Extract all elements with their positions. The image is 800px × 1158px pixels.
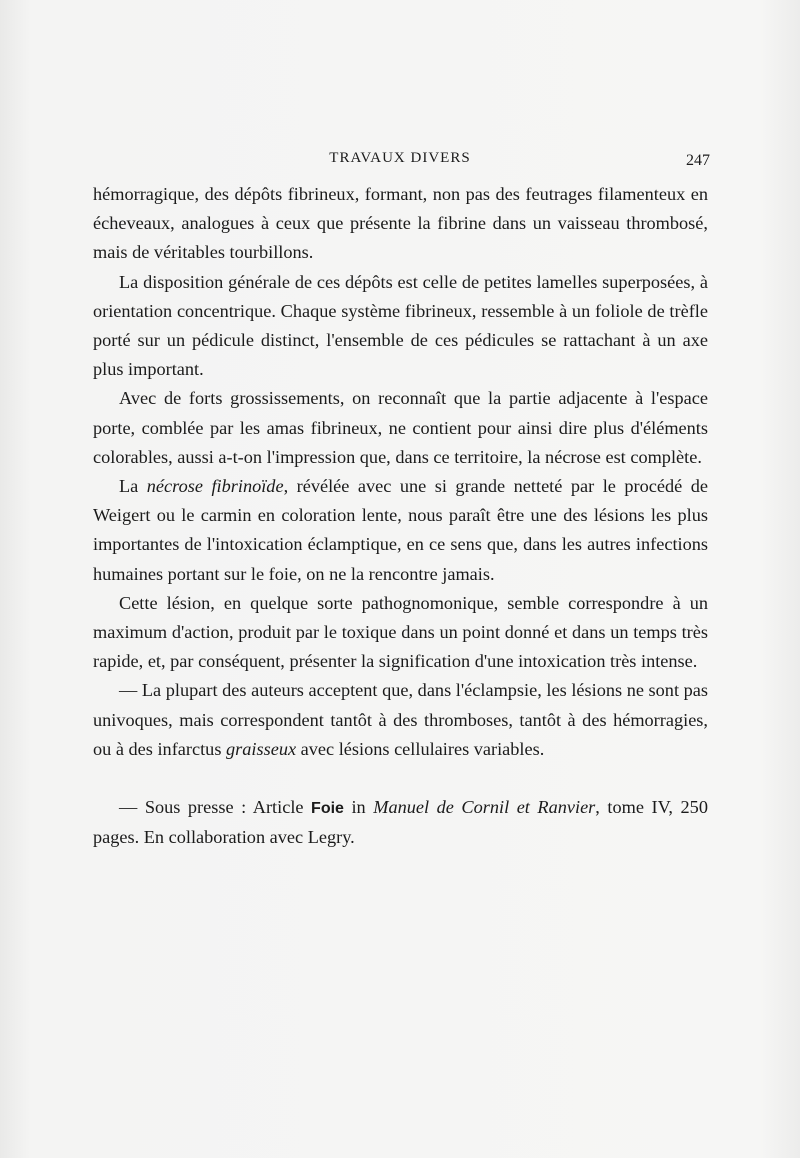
paragraph-spacer — [93, 764, 708, 793]
paragraph-4-start: La — [119, 476, 147, 497]
paragraph-6-start: — La plupart des auteurs acceptent que, dans l'éclampsie, les lésions ne sont pas univoques, mais correspondent tantôt à des thromboses, tantôt à des hémorragies, ou à des infarctus — [93, 680, 708, 759]
paragraph-2: La disposition générale de ces dépôts est celle de petites lamelles superposées, à orientation concentrique. Chaque système fibrineux, ressemble à un foliole de trèfle porté sur un pédicule distinct, l'ensemble de ces pédicules se rattachant à un axe plus important. — [93, 271, 708, 380]
page-header — [90, 150, 710, 174]
paragraph-6-italic: graisseux — [226, 738, 297, 759]
paragraph-6-end: avec lésions cellulaires variables. — [296, 738, 545, 759]
running-title: TRAVAUX DIVERS — [329, 150, 471, 166]
paragraph-7-prefix: — Sous presse : Article — [119, 797, 312, 818]
paragraph-4-end: , révélée avec une si grande netteté par le procédé de Weigert ou le carmin en coloration lente, nous paraît être une des lésions les plus importantes de l'intoxication éclamptique, en ce sens que, dans les autres infections humaines portant sur le foie, on ne la rencontre jamais. — [93, 476, 708, 584]
paragraph-3: Avec de forts grossissements, on reconnaît que la partie adjacente à l'espace porte, comblée par les amas fibrineux, ne contient pour ainsi dire plus d'éléments colorables, aussi a-t-on l'impression que, dans ce territoire, la nécrose est complète. — [93, 388, 708, 467]
paragraph-7-italic: Manuel de Cornil et Ranvier — [373, 797, 596, 818]
paragraph-5: Cette lésion, en quelque sorte pathognomonique, semble correspondre à un maximum d'action, produit par le toxique dans un point donné et dans un temps très rapide, et, par conséquent, présenter la signification d'une intoxication très intense. — [93, 592, 708, 672]
paragraph-4-italic: nécrose fibrinoïde — [146, 476, 284, 497]
paragraph-7-end: , tome IV, 250 pages. En collaboration avec Legry. — [93, 797, 708, 848]
paragraph-7-bold: Foie — [311, 800, 344, 818]
paragraph-1: hémorragique, des dépôts fibrineux, formant, non pas des feutrages filamenteux en écheveaux, analogues à ceux que présente la fibrine dans un vaisseau thrombosé, mais de véritables tourbillons. — [93, 184, 708, 263]
paragraph-7 — [93, 793, 708, 852]
page-number: 247 — [686, 152, 710, 169]
body-text — [93, 180, 708, 852]
paragraph-7-middle: in — [343, 797, 374, 818]
paragraph-4 — [93, 472, 708, 589]
paragraph-6 — [93, 676, 708, 764]
